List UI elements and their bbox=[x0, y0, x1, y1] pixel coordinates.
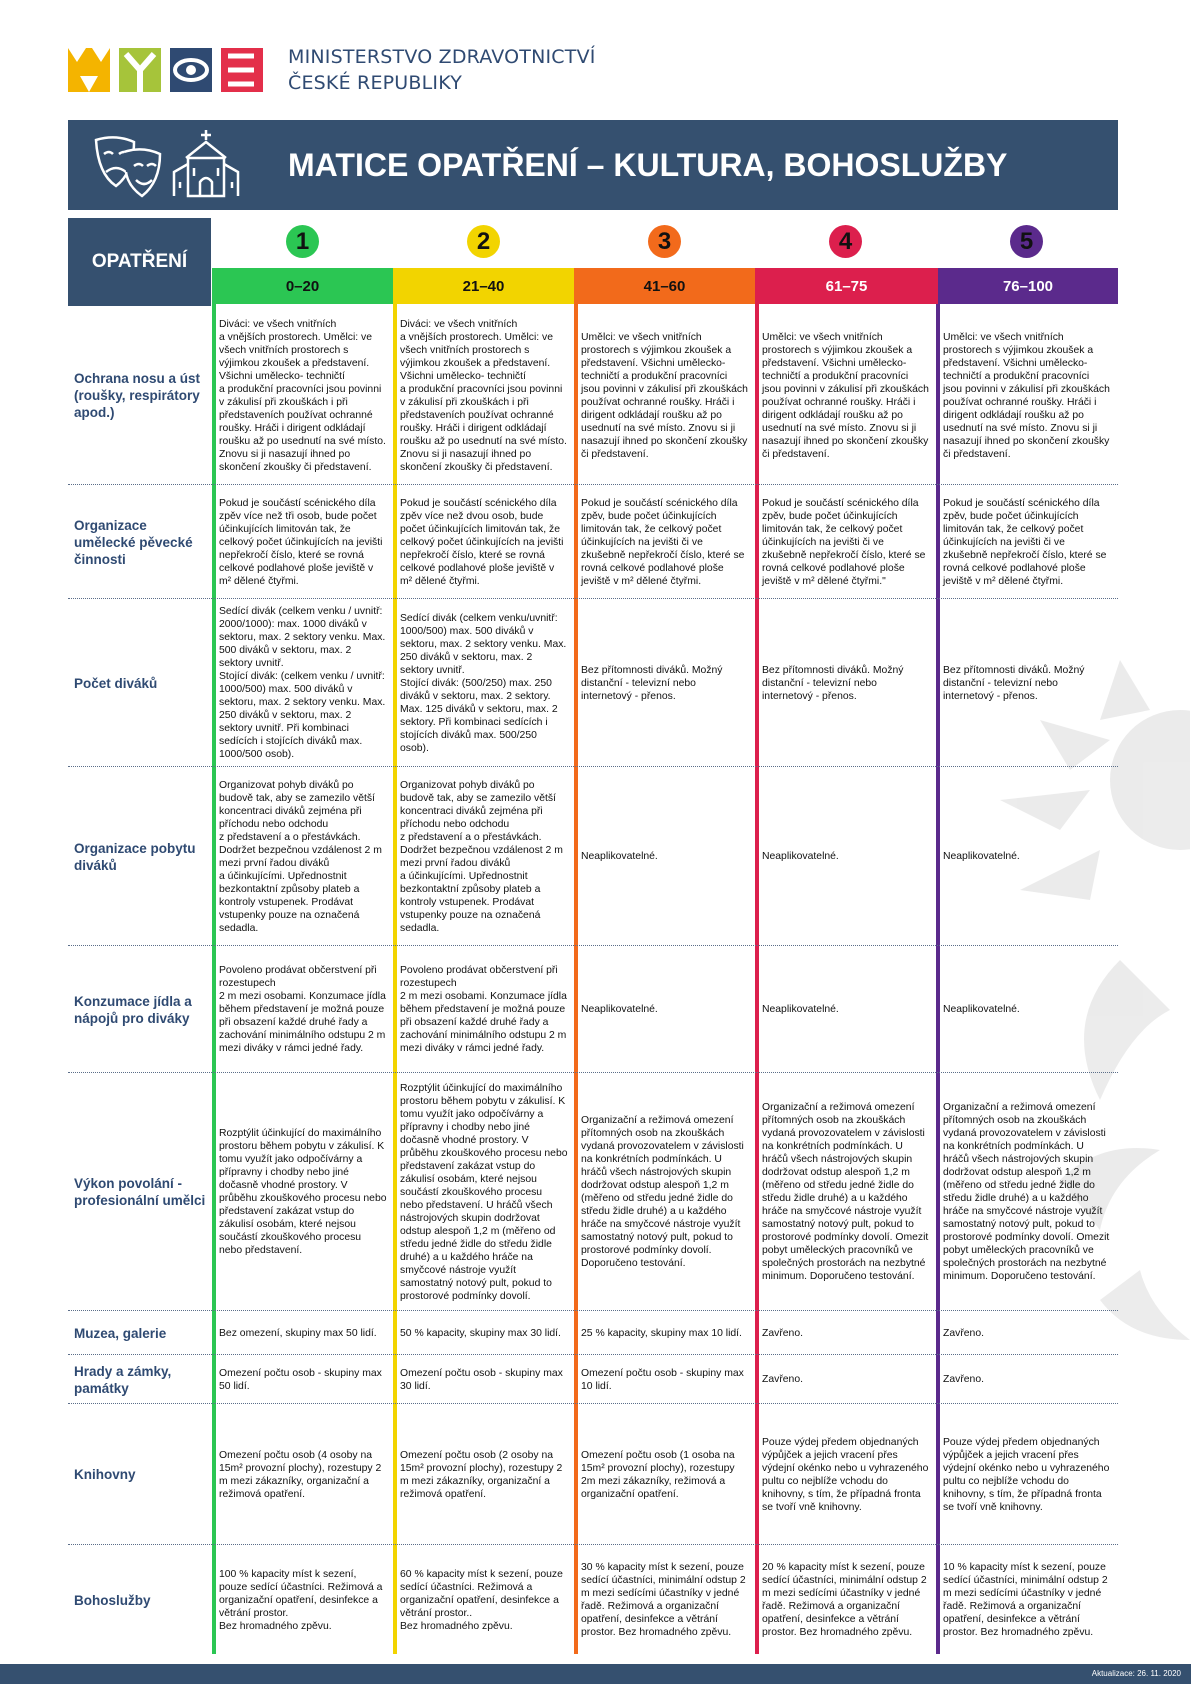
level-3-range: 41–60 bbox=[574, 268, 755, 304]
level-5-range: 76–100 bbox=[938, 268, 1118, 304]
table-cell: Zavřeno. bbox=[943, 1327, 985, 1339]
table-cell: Omezení počtu osob - skupiny max 10 lidí. bbox=[581, 1367, 744, 1392]
table-cell: Zavřeno. bbox=[943, 1374, 985, 1385]
table-cell: Pokud je součástí scénického díla zpěv více než tři osob, bude počet účinkujících limitován tak, že celkový počet účinkujících na jevišti nepřekročí číslo, které se rovná celkové podlahové ploše jeviště v m² dělené čtyřmi. bbox=[219, 497, 383, 587]
ministry-name bbox=[288, 44, 596, 96]
table-cell: Omezení počtu osob (1 osoba na 15m² provozní plochy), rozestupy 2m mezi zákazníky, režimová a organizační opatření. bbox=[581, 1449, 735, 1500]
row-label-food-drinks: Konzumace jídla a nápojů pro diváky bbox=[74, 993, 192, 1026]
row-label-museums: Muzea, galerie bbox=[74, 1325, 167, 1341]
row-label-face-masks: Ochrana nosu a úst (roušky, respirátory apod.) bbox=[74, 371, 201, 420]
title-banner bbox=[68, 120, 1118, 210]
table-cell: Bez omezení, skupiny max 50 lidí. bbox=[219, 1327, 377, 1339]
row-separator bbox=[68, 945, 1118, 946]
level-5-column-line bbox=[936, 304, 940, 1654]
table-cell: Pokud je součástí scénického díla zpěv, bude počet účinkujících limitován tak, že celkový počet účinkujících na jevišti či ve zkušebně nepřekročí číslo, které se rovná celkové podlahové ploše jeviště v m² dělené čtyřmi. bbox=[943, 497, 1107, 587]
level-4-column-line bbox=[755, 304, 759, 1654]
table-cell: Neaplikovatelné. bbox=[581, 1004, 658, 1015]
row-label-audience-count: Počet diváků bbox=[74, 675, 158, 691]
table-cell: Diváci: ve všech vnitřních a vnějších prostorech. Umělci: ve všech vnitřních prostorech s výjimkou zkoušek a představení. Všichni umělecko- techničtí a produkční pracovníci jsou povinni v zákulisí při zkouškách i při představeních používat ochranné roušky. Hráči i dirigent odkládají roušku až po usednutí na své místo. Znovu si ji nasazují ihned po skončení zkoušky či představení. bbox=[219, 318, 386, 473]
level-4-range: 61–75 bbox=[755, 268, 938, 304]
row-separator bbox=[68, 1310, 1118, 1311]
table-cell: 100 % kapacity míst k sezení, pouze sedící účastníci. Režimová a organizační opatření, desinfekce a větrání prostor. Bez hromadného zpěvu. bbox=[219, 1568, 383, 1632]
table-cell: Pouze výdej předem objednaných výpůjček a jejich vracení přes výdejní okénko nebo u vyhrazeného pultu co nejblíže vchodu do knihovny, s tím, že případná fronta se tvoří vně knihovny. bbox=[762, 1436, 929, 1513]
row-label-castles: Hrady a zámky, památky bbox=[74, 1363, 172, 1396]
table-cell: Omezení počtu osob (2 osoby na 15m² provozní plochy), rozestupy 2 m mezi zákazníky, organizační a režimová opatření. bbox=[400, 1449, 563, 1500]
table-cell: 10 % kapacity míst k sezení, pouze sedící účastníci, minimální odstup 2 m mezi sedícími účastníky v jedné řadě. Režimová a organizační opatření, desinfekce a větrání prostor. Bez hromadného zpěvu. bbox=[943, 1562, 1108, 1638]
row-separator bbox=[68, 766, 1118, 767]
table-cell: Neaplikovatelné. bbox=[762, 851, 839, 862]
row-label-singing: Organizace umělecké pěvecké činnosti bbox=[74, 517, 193, 567]
table-cell: 25 % kapacity, skupiny max 10 lidí. bbox=[581, 1327, 742, 1339]
level-2-range: 21–40 bbox=[393, 268, 574, 304]
row-label-audience-stay: Organizace pobytu diváků bbox=[74, 840, 196, 873]
table-cell: Neaplikovatelné. bbox=[762, 1004, 839, 1015]
measures-header bbox=[68, 218, 211, 306]
table-cell: 20 % kapacity míst k sezení, pouze sedící účastníci, minimální odstup 2 m mezi sedícími účastníky v jedné řadě. Režimová a organizační opatření, desinfekce a větrání prostor. Bez hromadného zpěvu. bbox=[762, 1562, 927, 1638]
table-cell: Sedící divák (celkem venku / uvnitř: 2000/1000): max. 1000 diváků v sektoru, max. 2 sektory venku. Max. 500 diváků v sektoru, max. 2 sektory uvnitř. Stojící divák: (celkem venku / uvnitř: 1000/500) max. 500 diváků v sektoru, max. 2 sektory venku. Max. 250 diváků v sektoru, max. 2 sektory uvnitř. Při kombinaci sedících i stojících diváků max. 1000/500 osob). bbox=[219, 606, 386, 760]
level-2-column-line bbox=[393, 304, 397, 1654]
row-label-libraries: Knihovny bbox=[74, 1467, 136, 1482]
table-cell: Omezení počtu osob - skupiny max 30 lidí. bbox=[400, 1367, 563, 1392]
level-1-range: 0–20 bbox=[212, 268, 393, 304]
table-cell: Pokud je součástí scénického díla zpěv, bude počet účinkujících limitován tak, že celkový počet účinkujících na jevišti či ve zkušebně nepřekročí číslo, které se rovná celkové podlahové ploše jeviště v m² dělené čtyřmi. bbox=[581, 497, 745, 587]
level-3-column-line bbox=[574, 304, 578, 1654]
table-cell: Pokud je součástí scénického díla zpěv, bude počet účinkujících limitován tak, že celkový počet účinkujících na jevišti či ve zkušebně nepřekročí číslo, které se rovná celkové podlahové ploše jeviště v m² dělené čtyřmi." bbox=[762, 497, 926, 587]
row-separator bbox=[68, 1354, 1118, 1355]
table-cell: Zavřeno. bbox=[762, 1374, 804, 1385]
table-cell: Organizovat pohyb diváků po budově tak, aby se zamezilo větší koncentraci diváků zejména při příchodu nebo odchodu z představení a o přestávkách. Dodržet bezpečnou vzdálenost 2 m mezi první řadou diváků a účinkujícími. Upřednostnit bezkontaktní způsoby plateb a kontroly vstupenek. Prodávat vstupenky pouze na označená sedadla. bbox=[219, 779, 382, 934]
row-separator bbox=[68, 1544, 1118, 1545]
table-cell: 60 % kapacity míst k sezení, pouze sedící účastníci. Režimová a organizační opatření, desinfekce a větrání prostor.. Bez hromadného zpěvu. bbox=[400, 1568, 563, 1632]
ministry-line-2: ČESKÉ REPUBLIKY bbox=[288, 72, 463, 94]
table-cell: Neaplikovatelné. bbox=[581, 851, 658, 862]
measures-header-label: OPATŘENÍ bbox=[91, 251, 188, 272]
table-cell: Organizovat pohyb diváků po budově tak, aby se zamezilo větší koncentraci diváků zejména při příchodu nebo odchodu z představení a o přestávkách. Dodržet bezpečnou vzdálenost 2 m mezi první řadou diváků a účinkujícími. Upřednostnit bezkontaktní způsoby plateb a kontroly vstupenek. Prodávat vstupenky pouze na označená sedadla. bbox=[400, 779, 563, 934]
church-icon bbox=[172, 128, 240, 200]
ministry-line-1: MINISTERSTVO ZDRAVOTNICTVÍ bbox=[288, 46, 596, 68]
table-cell: Umělci: ve všech vnitřních prostorech s výjimkou zkoušek a představení. Všichni umělecko- techničtí a produkční pracovníci jsou povinni v zákulisí při zkouškách používat ochranné roušky. Hráči i dirigent odkládají roušku až po usednutí na své místo. Znovu si ji nasazují ihned po skončení zkoušky či představení. bbox=[581, 331, 748, 460]
level-2-badge: 2 bbox=[467, 225, 500, 258]
level-3-badge: 3 bbox=[648, 225, 681, 258]
table-cell: Rozptýlit účinkující do maximálního prostoru během pobytu v zákulisí. K tomu využít jako odpočívárny a přípravny i chodby nebo jiné dočasně vhodné prostory. V průběhu zkouškového procesu nebo představení zakázat vstup do zákulisí osobám, které nejsou součástí zkouškového procesu nebo představení. U hráčů všech nástrojových skupin dodržovat odstup alespoň 1,2 m (měřeno od středu jedné židle do středu židle druhé) a u každého hráče na smyčcové nástroje využít samostatný notový pult, pokud to prostorové podmínky dovolí. bbox=[400, 1082, 568, 1302]
footer-bar bbox=[0, 1664, 1191, 1684]
row-label-church-services: Bohoslužby bbox=[74, 1592, 151, 1608]
table-cell: Umělci: ve všech vnitřních prostorech s výjimkou zkoušek a představení. Všichni umělecko- techničtí a produkční pracovníci jsou povinni v zákulisí při zkouškách používat ochranné roušky. Hráči i dirigent odkládají roušku až po usednutí na své místo. Znovu si ji nasazují ihned po skončení zkoušky či představení. bbox=[943, 331, 1110, 460]
row-separator bbox=[68, 1072, 1118, 1073]
table-cell: Diváci: ve všech vnitřních a vnějších prostorech. Umělci: ve všech vnitřních prostorech s výjimkou zkoušek a představení. Všichni umělecko- techničtí a produkční pracovníci jsou povinni v zákulisí při zkouškách i při představeních používat ochranné roušky. Hráči i dirigent odkládají roušku až po usednutí na své místo. Znovu si ji nasazují ihned po skončení zkoušky či představení. bbox=[400, 318, 567, 473]
page-title: MATICE OPATŘENÍ – KULTURA, BOHOSLUŽBY bbox=[288, 147, 1008, 183]
level-1-badge: 1 bbox=[286, 225, 319, 258]
table-cell: Neaplikovatelné. bbox=[943, 1004, 1020, 1015]
last-updated: Aktualizace: 26. 11. 2020 bbox=[1091, 1669, 1181, 1678]
ministry-logo-icon bbox=[68, 48, 264, 92]
level-4-badge: 4 bbox=[829, 225, 862, 258]
theatre-masks-icon bbox=[90, 132, 166, 200]
table-cell: Organizační a režimová omezení přítomných osob na zkouškách vydaná provozovatelem v závislosti na konkrétních podmínkách. U hráčů všech nástrojových skupin dodržovat odstup alespoň 1,2 m (měřeno od středu jedné židle do středu židle druhé) a u každého hráče na smyčcové nástroje využít samostatný notový pult, pokud to prostorové podmínky dovolí. Omezit pobyt uměleckých pracovníků ve společných prostorách na nezbytné minimum. Doporučeno testování. bbox=[943, 1102, 1110, 1282]
table-cell: Neaplikovatelné. bbox=[943, 851, 1020, 862]
table-cell: Sedící divák (celkem venku/uvnitř: 1000/500) max. 500 diváků v sektoru, max. 2 sektory venku. Max. 250 diváků v sektoru, max. 2 sektory uvnitř. Stojící divák: (500/250) max. 250 diváků v sektoru, max. 2 sektory. Max. 125 diváků v sektoru, max. 2 sektory. Při kombinaci sedících i stojících diváků max. 500/250 osob). bbox=[400, 612, 567, 754]
level-5-badge: 5 bbox=[1010, 225, 1043, 258]
table-cell: 50 % kapacity, skupiny max 30 lidí. bbox=[400, 1327, 561, 1339]
table-cell: Umělci: ve všech vnitřních prostorech s výjimkou zkoušek a představení. Všichni umělecko- techničtí a produkční pracovníci jsou povinni v zákulisí při zkouškách používat ochranné roušky. Hráči i dirigent odkládají roušku až po usednutí na své místo. Znovu si ji nasazují ihned po skončení zkoušky či představení. bbox=[762, 331, 929, 460]
table-cell: Organizační a režimová omezení přítomných osob na zkouškách vydaná provozovatelem v závislosti na konkrétních podmínkách. U hráčů všech nástrojových skupin dodržovat odstup alespoň 1,2 m (měřeno od středu jedné židle do středu židle druhé) a u každého hráče na smyčcové nástroje využít samostatný notový pult, pokud to prostorové podmínky dovolí. Omezit pobyt uměleckých pracovníků ve společných prostorách na nezbytné minimum. Doporučeno testování. bbox=[762, 1102, 929, 1282]
table-cell: Zavřeno. bbox=[762, 1327, 804, 1339]
table-cell: Omezení počtu osob - skupiny max 50 lidí. bbox=[219, 1367, 382, 1392]
table-cell: Bez přítomnosti diváků. Možný distanční - televizní nebo internetový - přenos. bbox=[943, 664, 1085, 702]
table-cell: Bez přítomnosti diváků. Možný distanční - televizní nebo internetový - přenos. bbox=[762, 664, 904, 702]
level-1-column-line bbox=[212, 304, 216, 1654]
row-label-professional-artists: Výkon povolání - profesionální umělci bbox=[74, 1176, 206, 1208]
table-cell: Organizační a režimová omezení přítomných osob na zkouškách vydaná provozovatelem v závislosti na konkrétních podmínkách. U hráčů všech nástrojových skupin dodržovat odstup alespoň 1,2 m (měřeno od středu jedné židle do středu židle druhé) a u každého hráče na smyčcové nástroje využít samostatný notový pult, pokud to prostorové podmínky dovolí. Doporučeno testování. bbox=[581, 1115, 744, 1269]
table-cell: Pokud je součástí scénického díla zpěv více než dvou osob, bude počet účinkujících limitován tak, že celkový počet účinkujících na jevišti nepřekročí číslo, které se rovná celkové podlahové ploše jeviště v m² dělené čtyřmi. bbox=[400, 497, 564, 587]
table-cell: Povoleno prodávat občerstvení při rozestupech 2 m mezi osobami. Konzumace jídla během představení je možná pouze při obsazení každé druhé řady a zachování minimálního odstupu 2 m mezi diváky v rámci jedné řady. bbox=[219, 965, 386, 1054]
table-cell: Bez přítomnosti diváků. Možný distanční - televizní nebo internetový - přenos. bbox=[581, 664, 723, 702]
row-separator bbox=[68, 1403, 1118, 1404]
table-cell: Rozptýlit účinkující do maximálního prostoru během pobytu v zákulisí. K tomu využít jako odpočívárny a přípravny i chodby nebo jiné dočasně vhodné prostory. V průběhu zkouškového procesu nebo představení zakázat vstup do zákulisí osobám, které nejsou součástí zkouškového procesu nebo představení. bbox=[219, 1128, 387, 1256]
row-separator bbox=[68, 598, 1118, 599]
table-cell: 30 % kapacity míst k sezení, pouze sedící účastníci, minimální odstup 2 m mezi sedícími účastníky v jedné řadě. Režimová a organizační opatření, desinfekce a větrání prostor. Bez hromadného zpěvu. bbox=[581, 1562, 746, 1638]
table-cell: Omezení počtu osob (4 osoby na 15m² provozní plochy), rozestupy 2 m mezi zákazníky, organizační a režimová opatření. bbox=[219, 1449, 382, 1500]
table-cell: Povoleno prodávat občerstvení při rozestupech 2 m mezi osobami. Konzumace jídla během představení je možná pouze při obsazení každé druhé řady a zachování minimálního odstupu 2 m mezi diváky v rámci jedné řady. bbox=[400, 965, 567, 1054]
row-separator bbox=[68, 484, 1118, 485]
table-cell: Pouze výdej předem objednaných výpůjček a jejich vracení přes výdejní okénko nebo u vyhrazeného pultu co nejblíže vchodu do knihovny, s tím, že případná fronta se tvoří vně knihovny. bbox=[943, 1436, 1110, 1513]
